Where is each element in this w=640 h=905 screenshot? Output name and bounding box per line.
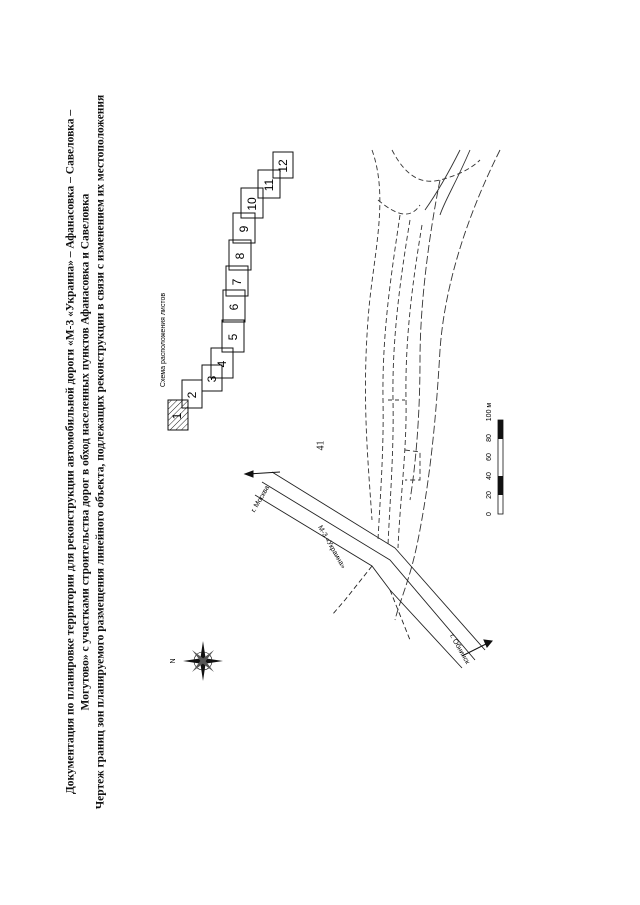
sheet-layout-scheme bbox=[160, 152, 293, 430]
scale-tick-0: 0 bbox=[486, 512, 493, 516]
sheet-label-9: 9 bbox=[237, 225, 251, 233]
sheet-label-6: 6 bbox=[227, 303, 241, 311]
sheet-label-3: 3 bbox=[205, 375, 219, 383]
page-number: 41 bbox=[315, 440, 327, 451]
sheet-label-12: 12 bbox=[276, 159, 290, 173]
scale-bar bbox=[486, 403, 503, 516]
title-line-3: Чертеж границ зон планируемого размещения линейного объекта, подлежащих реконструкции в связи с изменением их местоположения bbox=[94, 94, 107, 810]
scale-tick-20: 20 bbox=[486, 491, 493, 499]
sheet-label-5: 5 bbox=[226, 333, 240, 341]
sheet-label-4: 4 bbox=[215, 360, 229, 368]
sheet-label-7: 7 bbox=[230, 278, 244, 286]
scale-tick-60: 60 bbox=[486, 453, 493, 461]
compass-rose-icon bbox=[170, 641, 223, 681]
title-line-2: Могутово» с участками строительства дорог в обход населенных пунктов Афанасовка и Савеловка bbox=[79, 193, 92, 711]
sheet-label-2: 2 bbox=[185, 391, 199, 399]
scale-tick-40: 40 bbox=[486, 472, 493, 480]
compass-north-label: N bbox=[170, 658, 177, 664]
sheet-scheme-caption: Схема расположения листов bbox=[160, 292, 167, 388]
sheet-label-1: 1 bbox=[170, 412, 184, 420]
sheet-label-10: 10 bbox=[245, 197, 259, 211]
road-outline bbox=[365, 150, 500, 620]
label-highway-m3: М-3 «Украина» bbox=[316, 524, 347, 570]
sheet-label-11: 11 bbox=[262, 178, 276, 192]
scale-tick-100: 100 м bbox=[486, 402, 493, 422]
label-to-obninsk: г. Обнинск bbox=[447, 633, 471, 666]
sheet-label-8: 8 bbox=[233, 252, 247, 260]
scale-tick-80: 80 bbox=[486, 434, 493, 442]
title-line-1: Документация по планировке территории для реконструкции автомобильной дороги «М-3 «Украина» – Афанасовка – Савеловка – bbox=[64, 109, 77, 795]
label-to-moscow: г. Москва bbox=[250, 484, 272, 514]
